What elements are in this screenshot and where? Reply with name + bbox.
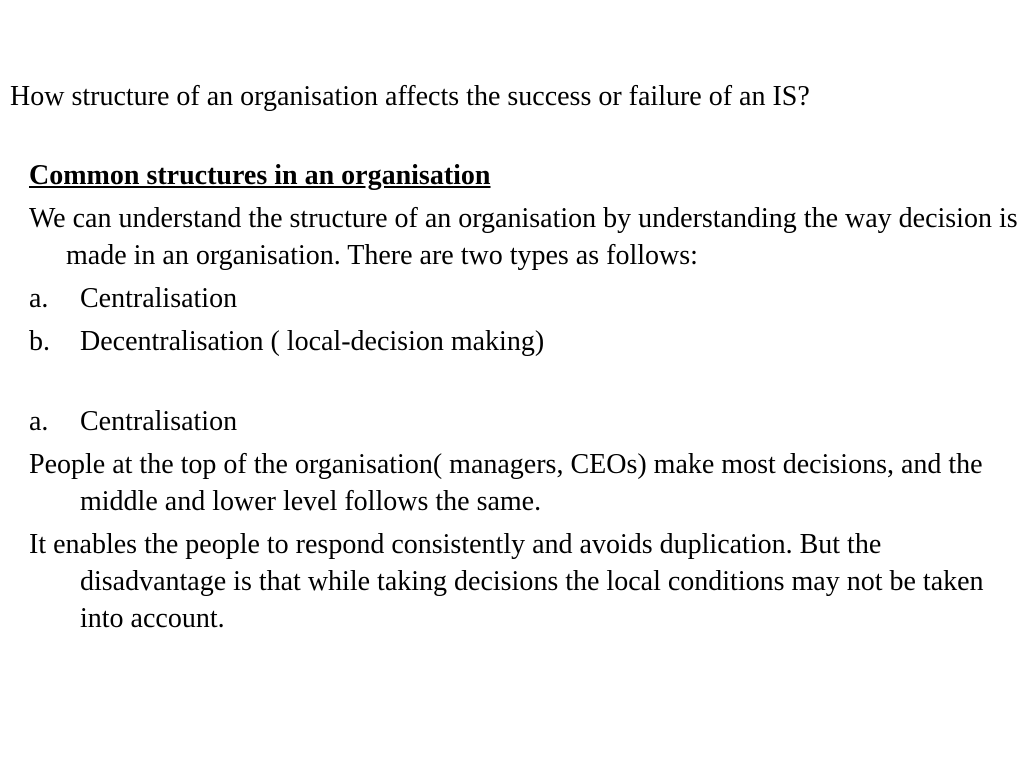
list-label: Centralisation (80, 406, 238, 437)
list-item-centralisation (29, 280, 1019, 317)
list-label: Centralisation (80, 283, 238, 314)
list-marker: b. (29, 326, 50, 357)
section-heading: Common structures in an organisation (29, 160, 491, 191)
body-paragraph: People at the top of the organisation( managers, CEOs) make most decisions, and the middle and lower level follows the same. (29, 449, 983, 517)
body-paragraph: It enables the people to respond consistently and avoids duplication. But the disadvantage is that while taking decisions the local conditions may not be taken into account. (29, 529, 984, 634)
list-marker: a. (29, 283, 49, 314)
spacer (29, 366, 1019, 403)
subsection-heading-centralisation (29, 403, 1019, 440)
list-label: Decentralisation ( local-decision making) (80, 326, 545, 357)
slide-title: How structure of an organisation affects the success or failure of an IS? (10, 81, 810, 112)
list-item-decentralisation (29, 323, 1019, 360)
slide-body (29, 157, 1019, 643)
intro-paragraph: We can understand the structure of an organisation by understanding the way decision is made in an organisation. There are two types as follows: (29, 203, 1018, 271)
list-marker: a. (29, 406, 49, 437)
